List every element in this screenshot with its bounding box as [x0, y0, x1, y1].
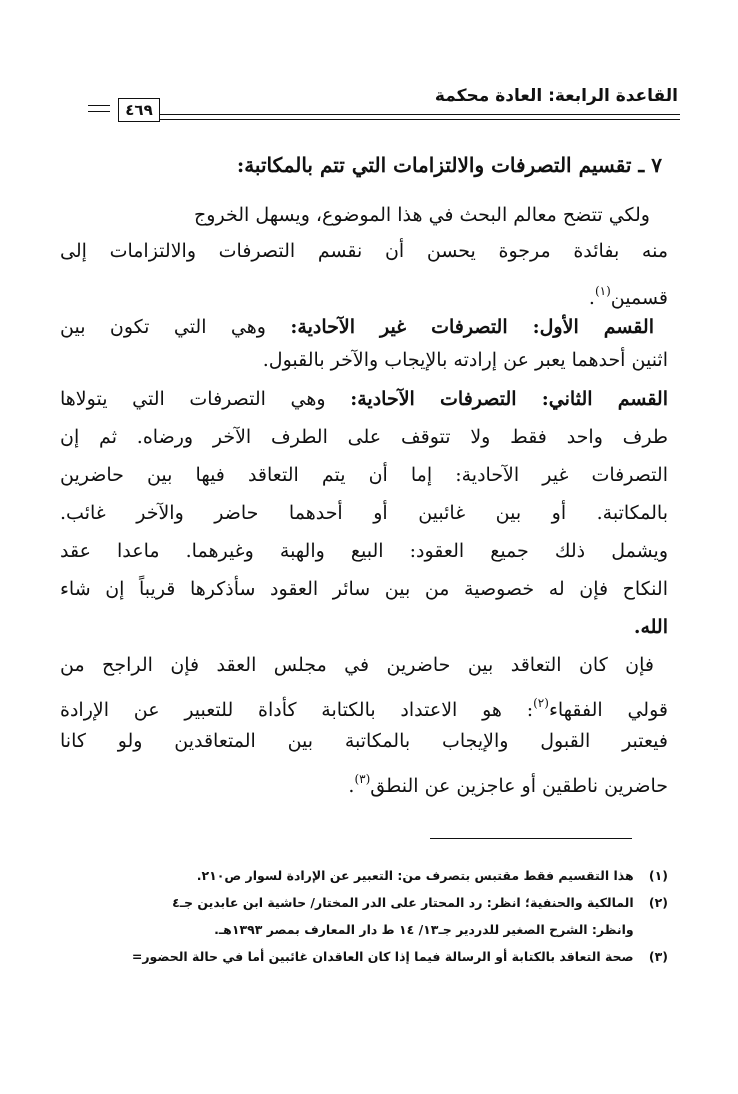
part-one-label: القسم الأول: التصرفات غير الآحادية:: [290, 316, 654, 338]
footnote: وانظر: الشرح الصغير للدردير جـ١٣/ ١٤ ط دار المعارف بمصر ١٣٩٣هـ.: [214, 922, 634, 937]
part-two-label: القسم الثاني: التصرفات الآحادية:: [350, 388, 669, 410]
body-line: حاضرين ناطقين أو عاجزين عن النطق$^{(٣)}$.: [348, 772, 668, 797]
header-rule: [160, 114, 680, 115]
footnote-number: (٢): [648, 895, 668, 910]
footnote-separator: [430, 838, 632, 839]
page-number: ٤٦٩: [118, 98, 160, 122]
body-line: ويشمل ذلك جميع العقود: البيع والهبة وغيرهما. ماعدا عقد: [60, 540, 668, 562]
body-line: طرف واحد فقط ولا تتوقف على الطرف الآخر ورضاه. ثم إن: [60, 426, 668, 448]
running-title: القاعدة الرابعة: العادة محكمة: [434, 86, 678, 106]
header-rule: [160, 119, 680, 120]
body-line: فإن كان التعاقد بين حاضرين في مجلس العقد فإن الراجح من: [60, 654, 654, 676]
body-line: التصرفات غير الآحادية: إما أن يتم التعاقد فيها بين حاضرين: [60, 464, 668, 486]
footnote-number: (١): [648, 868, 668, 883]
body-line: قسمين$^{(١)}$.: [588, 284, 668, 309]
footnote-number: (٣): [648, 949, 668, 964]
body-line: قولي الفقهاء$^{(٢)}$: هو الاعتداد بالكتابة كأداة للتعبير عن الإرادة: [60, 696, 668, 721]
body-line: منه بفائدة مرجوة يحسن أن نقسم التصرفات والالتزامات إلى: [60, 240, 668, 262]
footnote-ref: (٢): [533, 696, 549, 710]
footnote-ref: (١): [594, 284, 611, 298]
section-title: ٧ ـ تقسيم التصرفات والالتزامات التي تتم بالمكاتبة:: [236, 153, 662, 177]
body-line: الله.: [633, 616, 668, 638]
body-line: بالمكاتبة. أو بين غائبين أو أحدهما حاضر والآخر غائب.: [60, 502, 668, 524]
body-line: فيعتبر القبول والإيجاب بالمكاتبة بين المتعاقدين ولو كانا: [60, 730, 668, 752]
footnote: (٢) المالكية والحنفية؛ انظر: رد المحتار على الدر المختار/ حاشية ابن عابدين جـ٤: [172, 893, 668, 913]
body-line: ولكي تتضح معالم البحث في هذا الموضوع، ويسهل الخروج: [194, 204, 650, 226]
footnote-ref: (٣): [354, 772, 371, 786]
footnote: (١) هذا التقسيم فقط مقتبس بتصرف من: التعبير عن الإرادة لسوار ص٢١٠.: [197, 866, 668, 886]
body-line: النكاح فإن له خصوصية من بين سائر العقود سأذكرها قريباً إن شاء: [60, 578, 668, 600]
body-line: اثنين أحدهما يعبر عن إرادته بالإيجاب والآخر بالقبول.: [262, 349, 668, 371]
header-dash: [88, 105, 110, 106]
body-line: القسم الأول: التصرفات غير الآحادية: وهي التي تكون بين: [60, 316, 654, 338]
body-line: القسم الثاني: التصرفات الآحادية: وهي التصرفات التي يتولاها: [60, 388, 669, 410]
footnote: (٣) صحة التعاقد بالكتابة أو الرسالة فيما إذا كان العاقدان غائبين أما في حالة الحضور=: [132, 947, 668, 967]
header-dash: [88, 111, 110, 112]
